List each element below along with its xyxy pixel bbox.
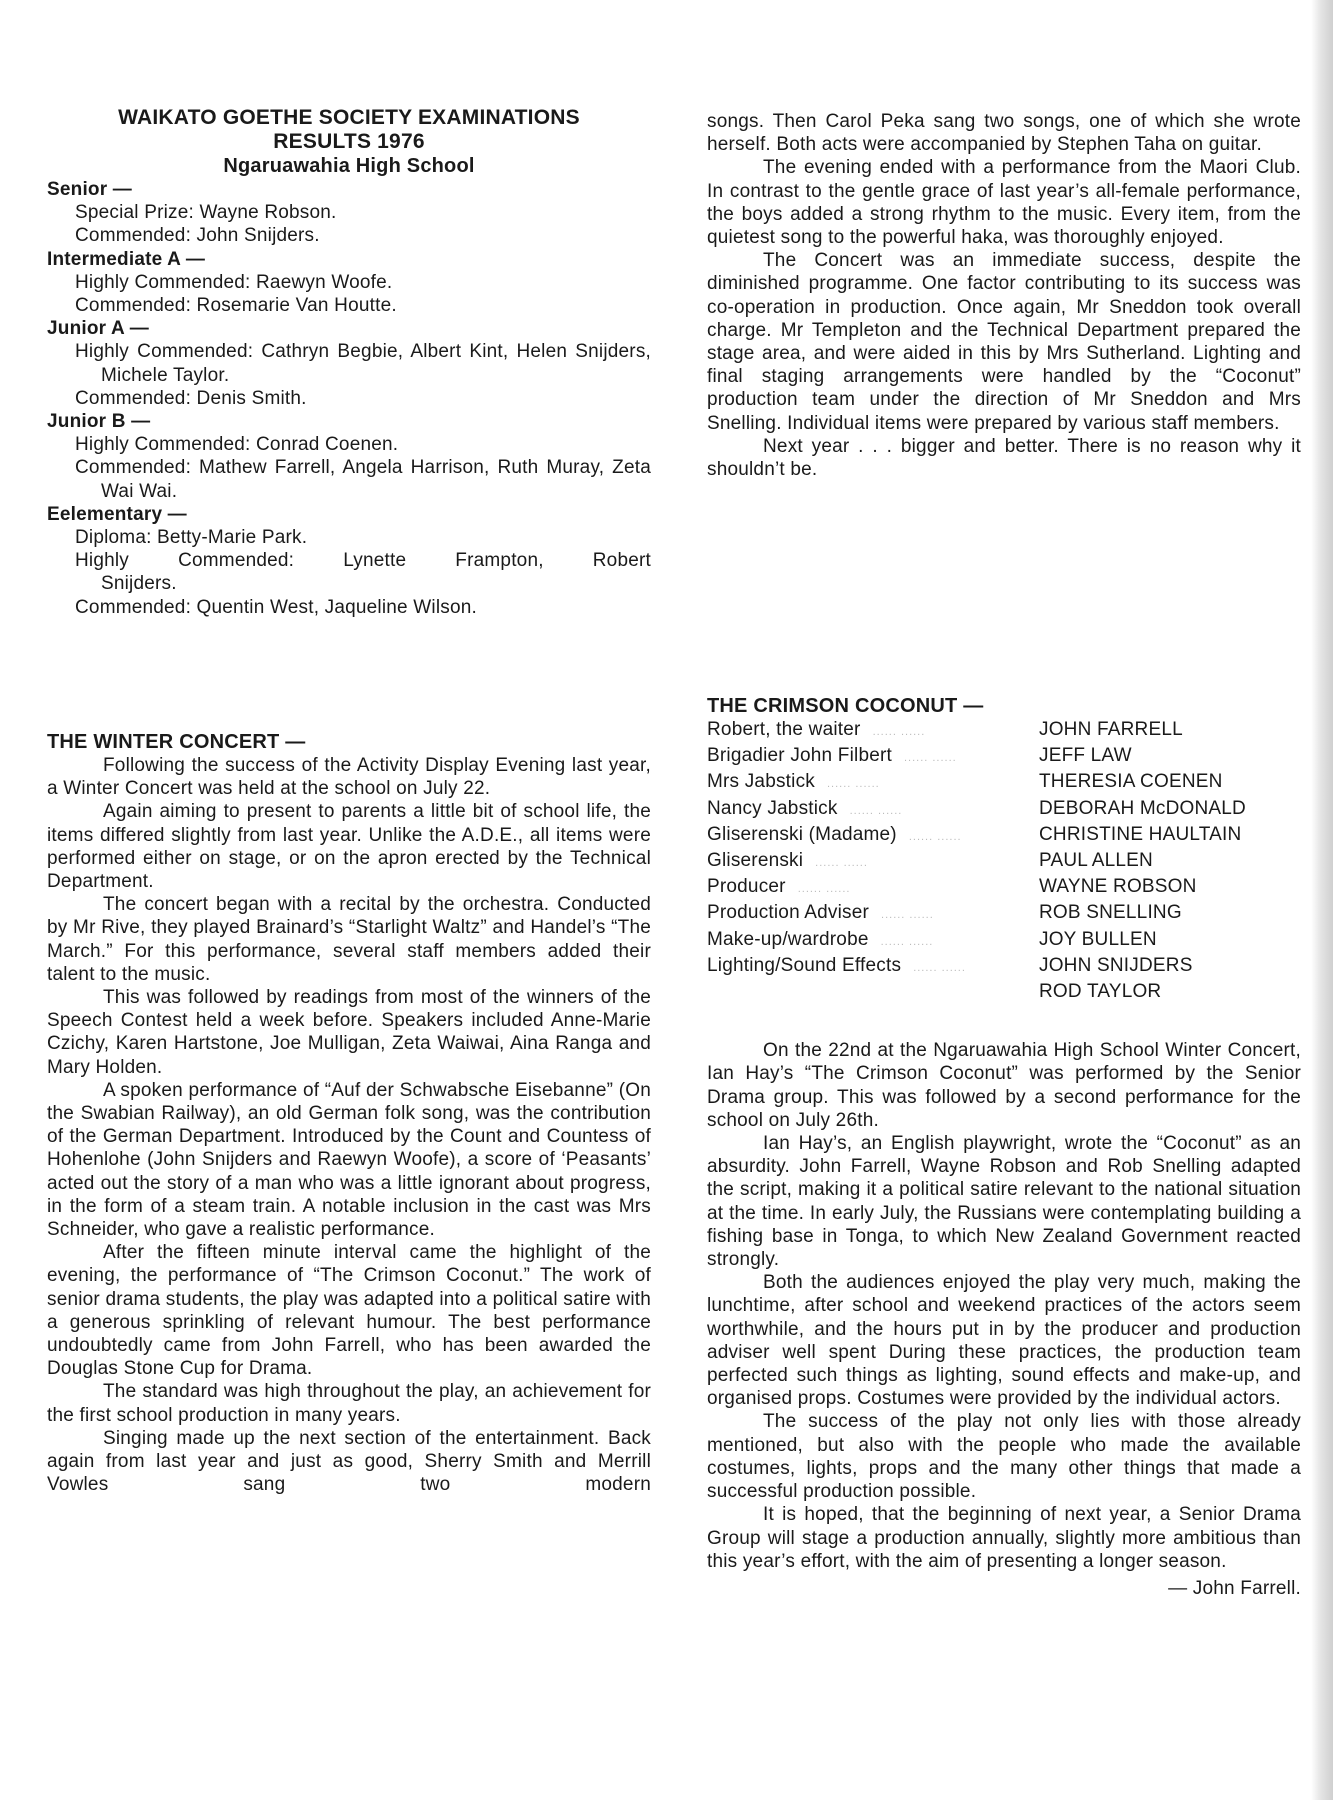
crimson-coconut-paragraph: On the 22nd at the Ngaruawahia High School Winter Concert, Ian Hay’s “The Crimson Coconut” was performed by the Senior Drama group. This was followed by a second performance for the school on July 26th. (707, 1040, 1301, 1131)
crimson-coconut-heading: THE CRIMSON COCONUT — (707, 695, 984, 717)
cast-role (707, 797, 1039, 823)
result-entry: Highly Commended: Conrad Coenen. (75, 434, 399, 456)
winter-concert-paragraph: A spoken performance of “Auf der Schwabsche Eisebanne” (On the Swabian Railway), an old German folk song, was the contribution of the German Department. Introduced by the Count and Countess of Hohenlohe (John Snijders and Raewyn Woofe), a score of ‘Peasants’ acted out the story of a man who was a little ignorant about progress, in the form of a steam train. A notable inclusion in the cast was Mrs Schneider, who gave a realistic performance. (47, 1079, 651, 1241)
winter-concert-paragraph: Following the success of the Activity Display Evening last year, a Winter Concert was held at the school on July 22. (47, 755, 651, 800)
result-entry: Highly Commended: Lynette Frampton, Robert Snijders. (75, 550, 651, 595)
leader-dots: ...... ...... (826, 778, 880, 791)
section-heading: Eelementary — (47, 503, 187, 525)
winter-concert-paragraph: After the fifteen minute interval came the highlight of the evening, the performance of “The Crimson Coconut.” The work of senior drama students, the play was adapted into a political satire with a generous sprinkling of relevant humour. The best performance undoubtedly came from John Farrell, who has been awarded the Douglas Stone Cup for Drama. (47, 1242, 651, 1380)
crimson-coconut-paragraph: It is hoped, that the beginning of next year, a Senior Drama Group will stage a production annually, slightly more ambitious than this year’s effort, with the aim of presenting a longer season. (707, 1504, 1301, 1572)
cast-role (707, 744, 1039, 770)
result-entry: Commended: John Snijders. (75, 225, 320, 247)
role-name: Lighting/Sound Effects (707, 954, 902, 976)
role-name: Gliserenski (Madame) (707, 823, 897, 845)
goethe-title-line2: RESULTS 1976 (273, 130, 425, 153)
section-heading: Junior B — (47, 411, 151, 433)
winter-concert-continuation (707, 110, 1301, 481)
cast-role (707, 770, 1039, 796)
leader-dots: ...... ...... (797, 883, 851, 896)
cast-actor: JOHN FARRELL (1039, 719, 1183, 740)
winter-concert-paragraph: Again aiming to present to parents a little bit of school life, the items differed slightly from last year. Unlike the A.D.E., all items were performed either on stage, or on the apron erected by the Technical Department. (47, 801, 651, 893)
role-name: Make-up/wardrobe (707, 928, 869, 950)
role-name: Robert, the waiter (707, 719, 861, 740)
role-name: Gliserenski (707, 850, 804, 872)
page-edge-shadow (1311, 0, 1333, 1800)
cast-actor: WAYNE ROBSON (1039, 876, 1197, 898)
leader-dots: ...... ...... (849, 804, 903, 817)
role-name: Production Adviser (707, 902, 870, 924)
result-entry: Special Prize: Wayne Robson. (75, 202, 337, 224)
cast-role (707, 954, 1039, 980)
goethe-section-senior (47, 178, 651, 248)
goethe-section-elementary (47, 503, 651, 619)
section-heading: Junior A — (47, 318, 149, 340)
winter-concert-paragraph: songs. Then Carol Peka sang two songs, one of which she wrote herself. Both acts were accompanied by Stephen Taha on guitar. (707, 111, 1301, 156)
role-name: Producer (707, 876, 786, 898)
cast-actor: PAUL ALLEN (1039, 850, 1153, 872)
winter-concert-heading: THE WINTER CONCERT — (47, 731, 306, 753)
cast-list (707, 718, 1301, 1003)
cast-role (707, 928, 1039, 954)
goethe-school-name: Ngaruawahia High School (223, 155, 475, 177)
role-name: Nancy Jabstick (707, 797, 838, 819)
goethe-section-junior-a (47, 317, 651, 410)
winter-concert-paragraph: The standard was high throughout the play, an achievement for the first school production in many years. (47, 1381, 651, 1426)
author-signature: — John Farrell. (1168, 1577, 1301, 1599)
crimson-coconut-paragraph: Ian Hay’s, an English playwright, wrote the “Coconut” as an absurdity. John Farrell, Wayne Robson and Rob Snelling adapted the script, making it a political satire relevant to the national situation at the time. In early July, the Russians were contemplating building a fishing base in Tonga, to which New Zealand Government reacted strongly. (707, 1133, 1301, 1271)
leader-dots: ...... ...... (903, 752, 957, 765)
cast-actor: CHRISTINE HAULTAIN (1039, 823, 1242, 845)
result-entry: Commended: Quentin West, Jaqueline Wilson. (75, 596, 477, 618)
cast-role (707, 718, 1039, 744)
leader-dots: ...... ...... (815, 857, 868, 870)
winter-concert-paragraph: The concert began with a recital by the orchestra. Conducted by Mr Rive, they played Brainard’s “Starlight Waltz” and Handel’s “The March.” For this performance, several staff members added their talent to the music. (47, 894, 651, 985)
crimson-coconut-paragraph: The success of the play not only lies with those already mentioned, but also with the people who made the available costumes, lights, props and the many other things that made a successful production possible. (707, 1411, 1301, 1503)
role-name: Mrs Jabstick (707, 771, 815, 793)
result-entry: Highly Commended: Cathryn Begbie, Albert Kint, Helen Snijders, Michele Taylor. (75, 341, 651, 386)
leader-dots: ...... ...... (908, 830, 962, 843)
winter-concert-paragraph: The evening ended with a performance from the Maori Club. In contrast to the gentle grace of last year’s all-female performance, the boys added a strong rhythm to the music. Every item, from the quietest song to the powerful haka, was thoroughly enjoyed. (707, 157, 1301, 249)
goethe-results-section (47, 106, 651, 619)
cast-role (707, 980, 1039, 1003)
leader-dots: ...... ...... (872, 726, 926, 738)
cast-role (707, 901, 1039, 927)
section-heading: Intermediate A — (47, 248, 206, 270)
goethe-section-intermediate-a (47, 248, 651, 318)
goethe-title-line1: WAIKATO GOETHE SOCIETY EXAMINATIONS (118, 106, 580, 129)
result-entry: Highly Commended: Raewyn Woofe. (75, 271, 393, 293)
cast-actor: THERESIA COENEN (1039, 771, 1223, 793)
result-entry: Commended: Rosemarie Van Houtte. (75, 295, 397, 317)
result-entry: Commended: Mathew Farrell, Angela Harrison, Ruth Muray, Zeta Wai Wai. (75, 457, 651, 502)
cast-actor: ROD TAYLOR (1039, 981, 1162, 1003)
winter-concert-paragraph: This was followed by readings from most of the winners of the Speech Contest held a week before. Speakers included Anne-Marie Czichy, Karen Hartstone, Joe Mulligan, Zeta Waiwai, Aina Ranga and Mary Holden. (47, 987, 651, 1078)
cast-actor: ROB SNELLING (1039, 902, 1182, 924)
cast-actor: JOY BULLEN (1039, 928, 1157, 950)
crimson-coconut-section (707, 694, 1301, 1600)
leader-dots: ...... ...... (880, 935, 934, 948)
crimson-coconut-paragraph: Both the audiences enjoyed the play very much, making the lunchtime, after school and weekend practices of the actors seem worthwhile, and the hours put in by the producer and production adviser well spent During these practices, the production team perfected such things as lighting, sound effects and make-up, and organised props. Costumes were provided by the individual actors. (707, 1272, 1301, 1410)
winter-concert-paragraph: Next year . . . bigger and better. There is no reason why it shouldn’t be. (707, 435, 1301, 481)
result-entry: Diploma: Betty-Marie Park. (75, 527, 308, 549)
cast-role (707, 849, 1039, 875)
leader-dots: ...... ...... (913, 961, 966, 974)
leader-dots: ...... ...... (881, 909, 934, 922)
goethe-section-junior-b (47, 410, 651, 503)
role-name: Brigadier John Filbert (707, 745, 892, 767)
result-entry: Commended: Denis Smith. (75, 387, 307, 409)
section-heading: Senior — (47, 179, 133, 200)
winter-concert-paragraph: The Concert was an immediate success, despite the diminished programme. One factor contributing to its success was co-operation in production. Once again, Mr Sneddon took overall charge. Mr Templeton and the Technical Department prepared the stage area, and were aided in this by Mrs Sutherland. Lighting and final staging arrangements were handled by the “Coconut” production team under the direction of Mr Sneddon and Mrs Snelling. Individual items were prepared by various staff members. (707, 250, 1301, 434)
cast-actor: DEBORAH McDONALD (1039, 797, 1246, 819)
cast-actor: JOHN SNIJDERS (1039, 954, 1193, 976)
winter-concert-paragraph: Singing made up the next section of the entertainment. Back again from last year and just as good, Sherry Smith and Merrill Vowles sang two modern (47, 1427, 651, 1496)
winter-concert-section (47, 730, 651, 1497)
cast-role (707, 823, 1039, 849)
cast-actor: JEFF LAW (1039, 745, 1132, 767)
cast-role (707, 875, 1039, 901)
